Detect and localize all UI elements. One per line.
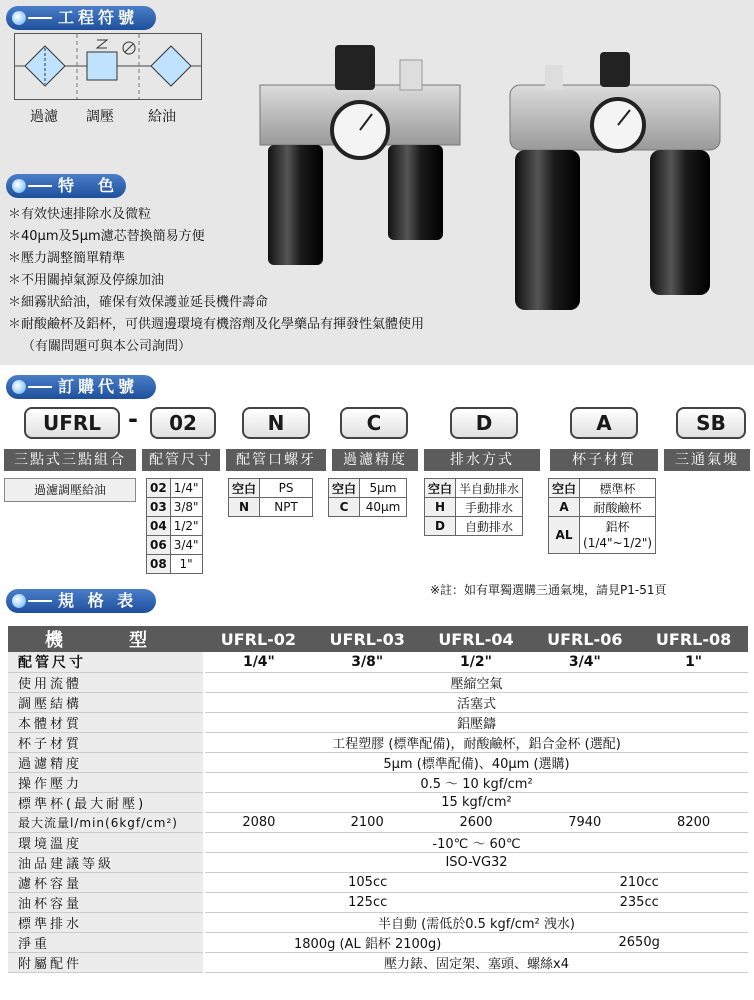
- symbol-diagram: [14, 33, 202, 100]
- table-row: 油杯容量 125cc 235cc: [8, 893, 748, 913]
- table-row: 標準杯(最大耐壓) 15 kgf/cm²: [8, 793, 748, 813]
- table-row: 使用流體 壓縮空氣: [8, 673, 748, 693]
- header-drain: 排水方式: [424, 449, 540, 471]
- table-row: 本體材質 鋁壓鑄: [8, 713, 748, 733]
- feature-item: ＊壓力調整簡單精準: [8, 251, 126, 266]
- section-order-title: 訂購代號: [6, 375, 156, 399]
- code-block: SB: [676, 407, 746, 439]
- table-row: 操作壓力 0.5 ～ 10 kgf/cm²: [8, 773, 748, 793]
- header-bowl: 杯子材質: [550, 449, 658, 471]
- code-model: UFRL: [24, 407, 120, 439]
- symbol-label-regulator: 調壓: [86, 109, 114, 125]
- model-description: 過濾調壓給油: [4, 478, 136, 502]
- symbol-label-filter: 過濾: [30, 109, 58, 125]
- feature-note: （有關問題可與本公司詢問）: [22, 339, 192, 354]
- section-spec-title: 規 格 表: [6, 589, 156, 613]
- header-thread: 配管口螺牙: [226, 449, 326, 471]
- spec-table: [8, 626, 748, 973]
- code-thread: N: [242, 407, 310, 439]
- table-row: 調壓結構 活塞式: [8, 693, 748, 713]
- header-size: 配管尺寸: [142, 449, 220, 471]
- thread-options: 空白 PS N NPT: [228, 478, 313, 517]
- feature-item: ＊有效快速排除水及微粒: [8, 207, 152, 222]
- header-model: 三點式三點組合: [4, 449, 136, 471]
- order-note: ※註：如有單獨選購三通氣塊，請見P1-51頁: [430, 583, 667, 597]
- code-filter: C: [340, 407, 408, 439]
- table-row: 機 型 UFRL-02 UFRL-03 UFRL-04 UFRL-06 UFRL-08: [8, 626, 748, 652]
- code-size: 02: [150, 407, 216, 439]
- feature-item: ＊細霧狀給油，確保有效保護並延長機件壽命: [8, 295, 269, 310]
- filter-options: 空白 5μm C 40μm: [328, 478, 407, 517]
- product-image: [240, 40, 740, 340]
- code-dash: -: [128, 405, 138, 433]
- bowl-options: 空白 標準杯 A 耐酸鹼杯 AL 鋁杯 (1/4"~1/2"): [548, 478, 656, 554]
- code-drain: D: [450, 407, 518, 439]
- symbol-label-lubricator: 給油: [148, 109, 176, 125]
- size-options: 02 1/4" 03 3/8" 04 1/2" 06 3/4" 08 1": [146, 478, 203, 574]
- table-row: 淨重 1800g (AL 鋁杯 2100g) 2650g: [8, 933, 748, 953]
- table-row: 附屬配件 壓力錶、固定架、塞頭、螺絲x4: [8, 953, 748, 973]
- section-features-title: 特 色: [6, 174, 126, 198]
- table-row: 環境溫度 -10℃ ～ 60℃: [8, 833, 748, 853]
- header-block: 三通氣塊: [664, 449, 750, 471]
- drain-options: 空白 半自動排水 H 手動排水 D 自動排水: [424, 478, 523, 536]
- header-filter: 過濾精度: [332, 449, 418, 471]
- table-row: 過濾精度 5μm (標準配備)、40μm (選購): [8, 753, 748, 773]
- table-row: 配管尺寸 1/4" 3/8" 1/2" 3/4" 1": [8, 652, 748, 673]
- table-row: 標準排水 半自動 (需低於0.5 kgf/cm² 洩水): [8, 913, 748, 933]
- table-row: 杯子材質 工程塑膠 (標準配備)，耐酸鹼杯，鋁合金杯 (選配): [8, 733, 748, 753]
- table-row: 油品建議等級 ISO-VG32: [8, 853, 748, 873]
- code-bowl: A: [570, 407, 638, 439]
- table-row: 濾杯容量 105cc 210cc: [8, 873, 748, 893]
- table-row: 最大流量l/min(6kgf/cm²) 2080 2100 2600 7940 8200: [8, 813, 748, 833]
- feature-item: ＊40μm及5μm濾芯替換簡易方便: [8, 229, 205, 244]
- feature-item: ＊耐酸鹼杯及鋁杯，可供週邊環境有機溶劑及化學藥品有揮發性氣體使用: [8, 317, 425, 332]
- section-symbols-title: 工程符號: [6, 6, 156, 30]
- feature-item: ＊不用關掉氣源及停線加油: [8, 273, 165, 288]
